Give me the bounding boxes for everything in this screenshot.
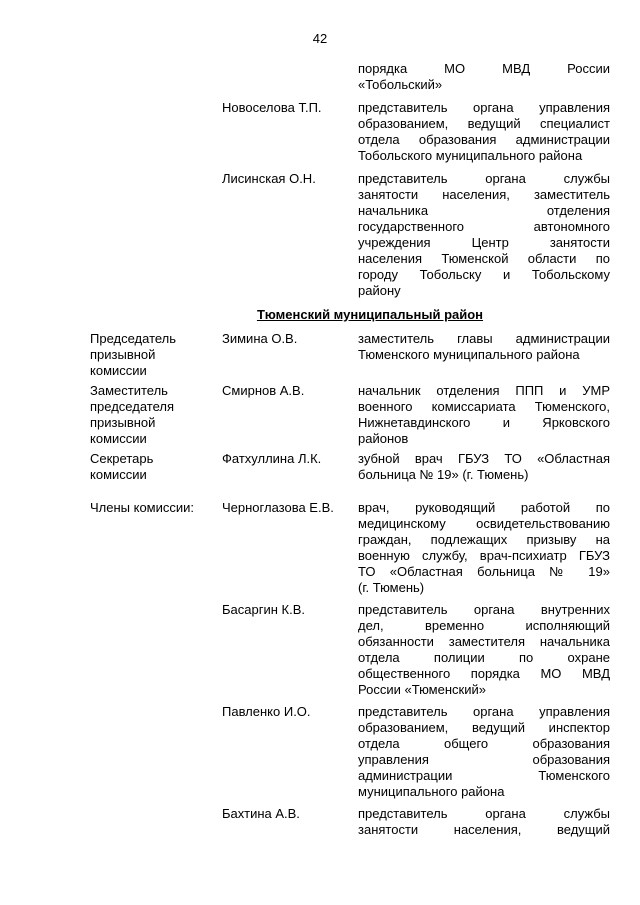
description-line: представитель органа внутренних: [358, 602, 610, 617]
role-line: призывной: [90, 347, 156, 362]
role-line: Заместитель: [90, 383, 168, 398]
entry-description: [358, 100, 610, 164]
page-number: 42: [312, 31, 328, 46]
entry-description: [358, 61, 610, 93]
member-entry: [90, 602, 610, 698]
description-line: району: [358, 283, 401, 298]
description-line: больница № 19» (г. Тюмень): [358, 467, 529, 482]
description-line: зубной врач ГБУЗ ТО «Областная: [358, 451, 610, 466]
section-title: Тюменский муниципальный район: [256, 307, 484, 322]
entry-description: [358, 451, 610, 483]
description-line: представитель органа службы: [358, 171, 610, 186]
description-line: отдела общего образования: [358, 736, 610, 751]
description-line: занятости населения, ведущий: [358, 822, 610, 837]
description-line: Тобольского муниципального района: [358, 148, 583, 163]
description-line: граждан, подлежащих призыву на: [358, 532, 610, 547]
description-line: порядка МО МВД России: [358, 61, 610, 76]
description-line: представитель органа службы: [358, 806, 610, 821]
member-name: Бахтина А.В.: [222, 806, 300, 821]
member-entry: [90, 100, 610, 164]
role-line: комиссии: [90, 431, 147, 446]
member-entry: [90, 500, 610, 596]
description-line: муниципального района: [358, 784, 505, 799]
member-name: Смирнов А.В.: [222, 383, 305, 398]
description-line: учреждения Центр занятости: [358, 235, 610, 250]
description-line: общественного порядка МО МВД: [358, 666, 610, 681]
description-line: занятости населения, заместитель: [358, 187, 610, 202]
description-line: администрации Тюменского: [358, 768, 610, 783]
entry-description: [358, 171, 610, 299]
member-name: Новоселова Т.П.: [222, 100, 322, 115]
description-line: «Тобольский»: [358, 77, 443, 92]
description-line: (г. Тюмень): [358, 580, 425, 595]
description-line: образованием, ведущий инспектор: [358, 720, 610, 735]
member-name: Лисинская О.Н.: [222, 171, 316, 186]
description-line: образованием, ведущий специалист: [358, 116, 610, 131]
description-line: начальника отделения: [358, 203, 610, 218]
description-line: начальник отделения ППП и УМР: [358, 383, 610, 398]
description-line: заместитель главы администрации: [358, 331, 610, 346]
role-line: призывной: [90, 415, 156, 430]
member-name: Зимина О.В.: [222, 331, 298, 346]
member-name: Басаргин К.В.: [222, 602, 305, 617]
description-line: отдела полиции по охране: [358, 650, 610, 665]
entry-description: [358, 806, 610, 838]
member-name: Фатхуллина Л.К.: [222, 451, 322, 466]
role-line: председателя: [90, 399, 175, 414]
description-line: врач, руководящий работой по: [358, 500, 610, 515]
entry-description: [358, 704, 610, 800]
description-line: населения Тюменской области по: [358, 251, 610, 266]
commission-role: [90, 500, 222, 516]
entry-description: [358, 602, 610, 698]
member-entry: [90, 451, 610, 483]
description-line: военную службу, врач-психиатр ГБУЗ: [358, 548, 610, 563]
description-line: районов: [358, 431, 409, 446]
member-entry: [90, 383, 610, 447]
member-entry: [90, 331, 610, 379]
member-entry: [90, 704, 610, 800]
description-line: дел, временно исполняющий: [358, 618, 610, 633]
description-line: государственного автономного: [358, 219, 610, 234]
commission-role: [90, 383, 222, 447]
member-entry: [90, 806, 610, 838]
role-line: комиссии: [90, 363, 147, 378]
description-line: медицинскому освидетельствованию: [358, 516, 610, 531]
role-line: Секретарь: [90, 451, 154, 466]
entry-description: [358, 383, 610, 447]
description-line: Нижнетавдинского и Ярковского: [358, 415, 610, 430]
description-line: военного комиссариата Тюменского,: [358, 399, 610, 414]
commission-role: [90, 331, 222, 379]
description-line: представитель органа управления: [358, 704, 610, 719]
description-line: ТО «Областная больница № 19»: [358, 564, 610, 579]
member-name: Павленко И.О.: [222, 704, 311, 719]
description-line: представитель органа управления: [358, 100, 610, 115]
entry-description: [358, 500, 610, 596]
description-line: России «Тюменский»: [358, 682, 486, 697]
role-line: Председатель: [90, 331, 177, 346]
member-name: Черноглазова Е.В.: [222, 500, 334, 515]
entry-description: [358, 331, 610, 363]
role-line: Члены комиссии:: [90, 500, 195, 515]
description-line: городу Тобольску и Тобольскому: [358, 267, 610, 282]
description-line: обязанности заместителя начальника: [358, 634, 610, 649]
commission-role: [90, 451, 222, 483]
member-entry: [90, 171, 610, 299]
description-line: управления образования: [358, 752, 610, 767]
description-line: отдела образования администрации: [358, 132, 610, 147]
continuation-entry: [90, 61, 610, 93]
role-line: комиссии: [90, 467, 147, 482]
description-line: Тюменского муниципального района: [358, 347, 580, 362]
commission-list: [90, 61, 610, 838]
